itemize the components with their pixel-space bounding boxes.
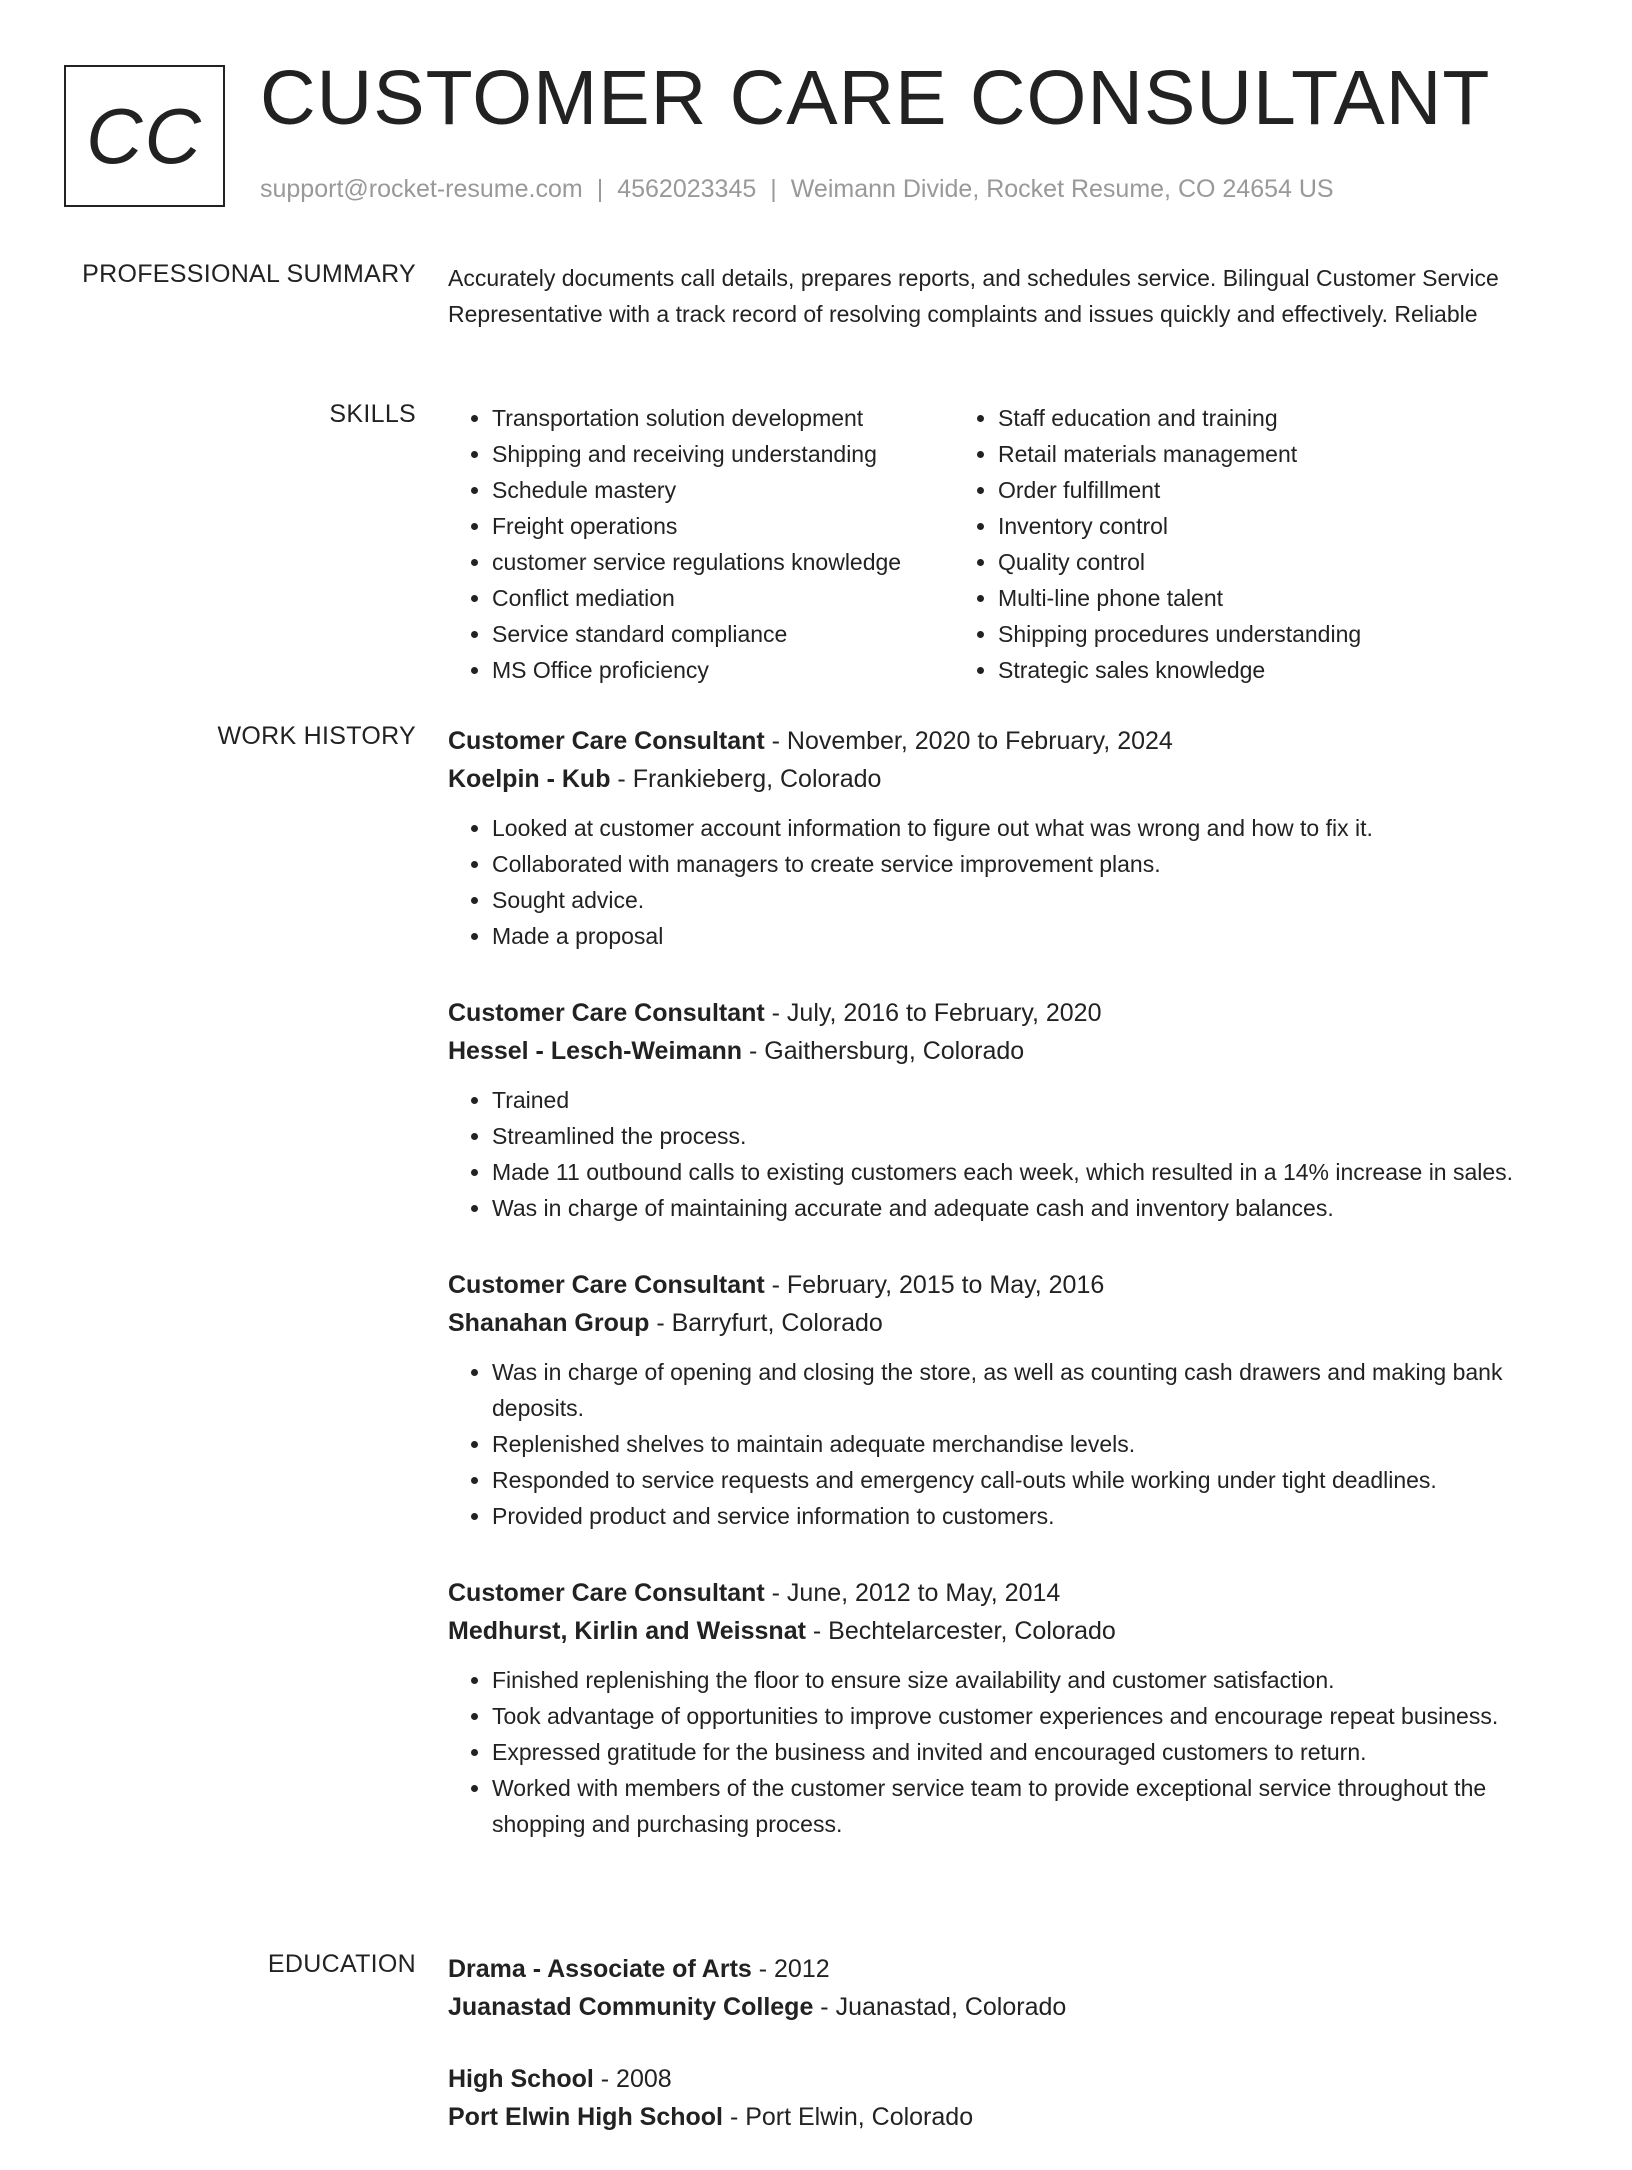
education-degree: High School bbox=[448, 2065, 594, 2093]
skills-columns bbox=[448, 400, 1568, 688]
job-entry bbox=[448, 994, 1568, 1226]
skill-item: • Schedule mastery bbox=[492, 472, 954, 508]
job-dates: - June, 2012 to May, 2014 bbox=[764, 1579, 1061, 1607]
job-dates: - February, 2015 to May, 2016 bbox=[764, 1271, 1105, 1299]
skill-item: • Service standard compliance bbox=[492, 616, 954, 652]
job-bullets bbox=[448, 1662, 1568, 1842]
summary-heading: PROFESSIONAL SUMMARY bbox=[82, 260, 416, 288]
job-dates: - July, 2016 to February, 2020 bbox=[764, 999, 1102, 1027]
skill-item: • Inventory control bbox=[998, 508, 1514, 544]
job-bullet: • Made a proposal bbox=[492, 918, 1568, 954]
skill-item: • Order fulfillment bbox=[998, 472, 1514, 508]
job-title-line bbox=[448, 1266, 1568, 1304]
job-bullet: • Finished replenishing the floor to ensure size availability and customer satisfaction. bbox=[492, 1662, 1568, 1698]
job-location: - Barryfurt, Colorado bbox=[649, 1309, 883, 1337]
skill-item: • Staff education and training bbox=[998, 400, 1514, 436]
skills-list-right bbox=[954, 400, 1514, 688]
education-entry bbox=[448, 2060, 1568, 2136]
education-location: - Juanastad, Colorado bbox=[813, 1993, 1067, 2021]
job-company: Koelpin - Kub bbox=[448, 765, 611, 793]
education-school-line bbox=[448, 2098, 1568, 2136]
education-heading: EDUCATION bbox=[267, 1950, 416, 1978]
skill-item: • Conflict mediation bbox=[492, 580, 954, 616]
job-bullet: • Trained bbox=[492, 1082, 1568, 1118]
education-degree-line bbox=[448, 1950, 1568, 1988]
job-bullet: • Provided product and service information to customers. bbox=[492, 1498, 1568, 1534]
job-bullet: • Was in charge of maintaining accurate and adequate cash and inventory balances. bbox=[492, 1190, 1568, 1226]
job-bullet: • Worked with members of the customer service team to provide exceptional service throughout the shopping and purchasing process. bbox=[492, 1770, 1568, 1842]
education-year: - 2008 bbox=[593, 2065, 672, 2093]
education-degree-line bbox=[448, 2060, 1568, 2098]
skill-item: • Shipping procedures understanding bbox=[998, 616, 1514, 652]
skill-item: • Quality control bbox=[998, 544, 1514, 580]
education-school: Port Elwin High School bbox=[448, 2103, 723, 2131]
job-entry bbox=[448, 722, 1568, 954]
job-company-line bbox=[448, 1304, 1568, 1342]
skill-item: • Strategic sales knowledge bbox=[998, 652, 1514, 688]
skills-body bbox=[448, 400, 1568, 688]
skill-item: • Transportation solution development bbox=[492, 400, 954, 436]
skill-item: • Freight operations bbox=[492, 508, 954, 544]
job-location: - Bechtelarcester, Colorado bbox=[805, 1617, 1116, 1645]
job-bullet: • Streamlined the process. bbox=[492, 1118, 1568, 1154]
job-entry bbox=[448, 1574, 1568, 1842]
summary-text: Accurately documents call details, prepares reports, and schedules service. Bilingual Customer Service Representative with a track record of resolving complaints and issues quickly and effectively. Reliable bbox=[448, 265, 1499, 327]
skills-heading: SKILLS bbox=[329, 400, 416, 428]
contact-address: Weimann Divide, Rocket Resume, CO 24654 US bbox=[790, 175, 1334, 203]
job-company: Hessel - Lesch-Weimann bbox=[448, 1037, 743, 1065]
job-entry bbox=[448, 1266, 1568, 1534]
job-bullets bbox=[448, 1354, 1568, 1534]
job-title-line bbox=[448, 994, 1568, 1032]
job-title: Customer Care Consultant bbox=[448, 1579, 765, 1607]
skill-item: • Retail materials management bbox=[998, 436, 1514, 472]
job-title-line bbox=[448, 722, 1568, 760]
job-bullet: • Made 11 outbound calls to existing customers each week, which resulted in a 14% increase in sales. bbox=[492, 1154, 1568, 1190]
skill-item: • Shipping and receiving understanding bbox=[492, 436, 954, 472]
education-body bbox=[448, 1950, 1568, 2170]
job-bullets bbox=[448, 810, 1568, 954]
job-location: - Frankieberg, Colorado bbox=[610, 765, 882, 793]
summary-body bbox=[448, 260, 1568, 332]
job-bullet: • Looked at customer account information to figure out what was wrong and how to fix it. bbox=[492, 810, 1568, 846]
job-bullet: • Sought advice. bbox=[492, 882, 1568, 918]
job-bullet: • Responded to service requests and emergency call-outs while working under tight deadlines. bbox=[492, 1462, 1568, 1498]
job-title-line bbox=[448, 1574, 1568, 1612]
job-dates: - November, 2020 to February, 2024 bbox=[764, 727, 1173, 755]
contact-separator: | bbox=[596, 175, 604, 203]
education-year: - 2012 bbox=[751, 1955, 830, 1983]
job-bullet: • Expressed gratitude for the business and invited and encouraged customers to return. bbox=[492, 1734, 1568, 1770]
education-entry bbox=[448, 1950, 1568, 2026]
job-location: - Gaithersburg, Colorado bbox=[742, 1037, 1025, 1065]
resume-title: CUSTOMER CARE CONSULTANT bbox=[260, 55, 1491, 141]
work-history-heading: WORK HISTORY bbox=[217, 722, 416, 750]
job-bullet: • Was in charge of opening and closing the store, as well as counting cash drawers and making bank deposits. bbox=[492, 1354, 1568, 1426]
education-location: - Port Elwin, Colorado bbox=[723, 2103, 974, 2131]
education-degree: Drama - Associate of Arts bbox=[448, 1955, 752, 1983]
contact-email[interactable]: support@rocket-resume.com bbox=[260, 175, 583, 203]
skill-item: • customer service regulations knowledge bbox=[492, 544, 954, 580]
job-title: Customer Care Consultant bbox=[448, 999, 765, 1027]
job-title: Customer Care Consultant bbox=[448, 1271, 765, 1299]
job-company: Medhurst, Kirlin and Weissnat bbox=[448, 1617, 806, 1645]
contact-phone[interactable]: 4562023345 bbox=[617, 175, 757, 203]
job-company-line bbox=[448, 1612, 1568, 1650]
job-bullet: • Took advantage of opportunities to improve customer experiences and encourage repeat business. bbox=[492, 1698, 1568, 1734]
contact-separator: | bbox=[770, 175, 777, 203]
skills-list-left bbox=[448, 400, 954, 688]
job-bullet: • Collaborated with managers to create service improvement plans. bbox=[492, 846, 1568, 882]
job-bullet: • Replenished shelves to maintain adequate merchandise levels. bbox=[492, 1426, 1568, 1462]
job-title: Customer Care Consultant bbox=[448, 727, 765, 755]
monogram-box bbox=[64, 65, 225, 207]
job-company-line bbox=[448, 1032, 1568, 1070]
work-history-body bbox=[448, 722, 1568, 1882]
skill-item: • Multi-line phone talent bbox=[998, 580, 1514, 616]
education-school-line bbox=[448, 1988, 1568, 2026]
job-company: Shanahan Group bbox=[448, 1309, 650, 1337]
job-company-line bbox=[448, 760, 1568, 798]
job-bullets bbox=[448, 1082, 1568, 1226]
monogram-initials: CC bbox=[86, 91, 203, 180]
contact-line bbox=[260, 175, 1334, 204]
skill-item: • MS Office proficiency bbox=[492, 652, 954, 688]
education-school: Juanastad Community College bbox=[448, 1993, 814, 2021]
